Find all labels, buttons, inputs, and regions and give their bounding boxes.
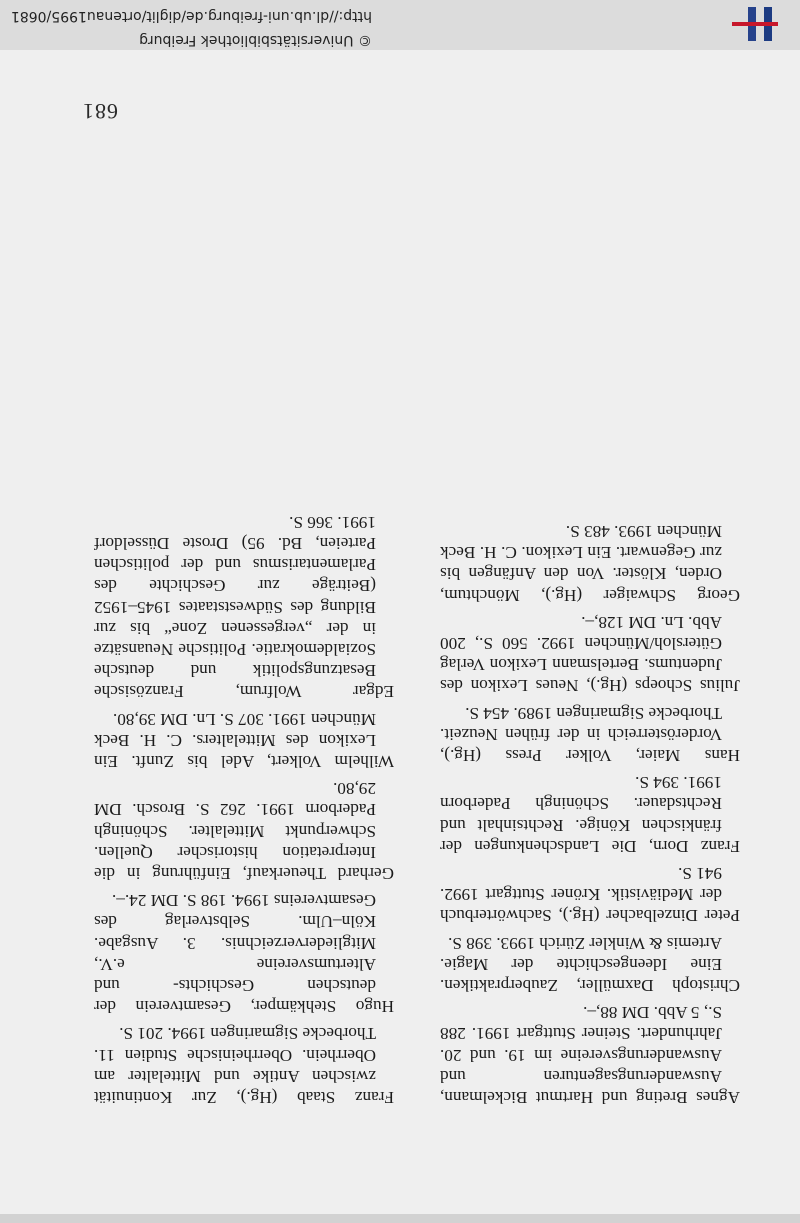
- source-url-link[interactable]: http://dl.ub.uni-freiburg.de/diglit/ortenau1995/0681: [10, 8, 372, 24]
- book-page: [0, 50, 800, 1214]
- page-number: 681: [82, 99, 118, 124]
- bibliography-entry: Julius Schoeps (Hg.), Neues Lexikon des Judentums. Bertelsmann Lexikon Verlag Gütersloh/München 1992. 560 S., 200 Abb. Ln. DM 128,–.: [440, 612, 740, 696]
- bibliography-column-left: [440, 515, 740, 1108]
- bibliography-entry: Edgar Wolfrum, Französische Besatzungspolitik und deutsche Sozialdemokratie. Politische Neuansätze in der „vergessenen Zone“ bis zur Bildung des Südweststaates 1945–1952 (Beiträge zur Geschichte des Parlamentarismus und der politischen Parteien, Bd. 95) Droste Düsseldorf 1991. 366 S.: [94, 512, 394, 702]
- bibliography-entry: Wilhelm Volkert, Adel bis Zunft. Ein Lexikon des Mittelalters. C. H. Beck München 1991. 307 S. Ln. DM 39,80.: [94, 709, 394, 771]
- bibliography-entry: Peter Dinzelbacher (Hg.), Sachwörterbuch der Mediävistik. Kröner Stuttgart 1992. 941 S.: [440, 863, 740, 926]
- bibliography-column-right: [94, 506, 394, 1108]
- viewer-footer: [0, 0, 800, 50]
- bibliography-entry: Georg Schwaiger (Hg.), Mönchtum, Orden, Klöster. Von den Anfängen bis zur Gegenwart. Ein Lexikon. C. H. Beck München 1993. 483 S.: [440, 521, 740, 605]
- bibliography-entry: Hugo Stehkämper, Gesamtverein der deutschen Geschichts- und Altertumsvereine e.V., Mitgliederverzeichnis. 3. Ausgabe. Köln–Ulm. Selbstverlag des Gesamtvereins 1994. 198 S. DM 24.–.: [94, 891, 394, 1017]
- bibliography-entry: Gerhard Theuerkauf, Einführung in die Interpretation historischer Quellen. Schwerpunkt Mittelalter. Schöningh Paderborn 1991. 262 S. Brosch. DM 29,80.: [94, 779, 394, 883]
- bibliography-entry: Agnes Breting und Hartmut Bickelmann, Auswanderungsagenturen und Auswanderungsvereine im 19. und 20. Jahrhundert. Steiner Stuttgart 1991. 288 S., 5 Abb. DM 88,–.: [440, 1003, 740, 1107]
- top-edge-strip: [0, 1214, 800, 1223]
- bibliography-entry: Christoph Daxmüller, Zauberpraktiken. Eine Ideengeschichte der Magie. Artemis & Winkler Zürich 1993. 398 S.: [440, 933, 740, 995]
- university-library-logo-icon: [732, 7, 778, 41]
- bibliography-entry: Franz Staab (Hg.), Zur Kontinuität zwischen Antike und Mittelalter am Oberrhein. Oberrheinische Studien 11. Thorbecke Sigmaringen 1994. 201 S.: [94, 1024, 394, 1107]
- bibliography-entry: Franz Dorn, Die Landschenkungen der fränkischen Könige. Rechtsinhalt und Rechtsdauer. Schöningh Paderborn 1991. 394 S.: [440, 773, 740, 856]
- library-credit: © Universitätsbibliothek Freiburg: [139, 32, 372, 48]
- bibliography-entry: Hans Maier, Volker Press (Hg.), Vorderösterreich in der frühen Neuzeit. Thorbecke Sigmaringen 1989. 454 S.: [440, 703, 740, 765]
